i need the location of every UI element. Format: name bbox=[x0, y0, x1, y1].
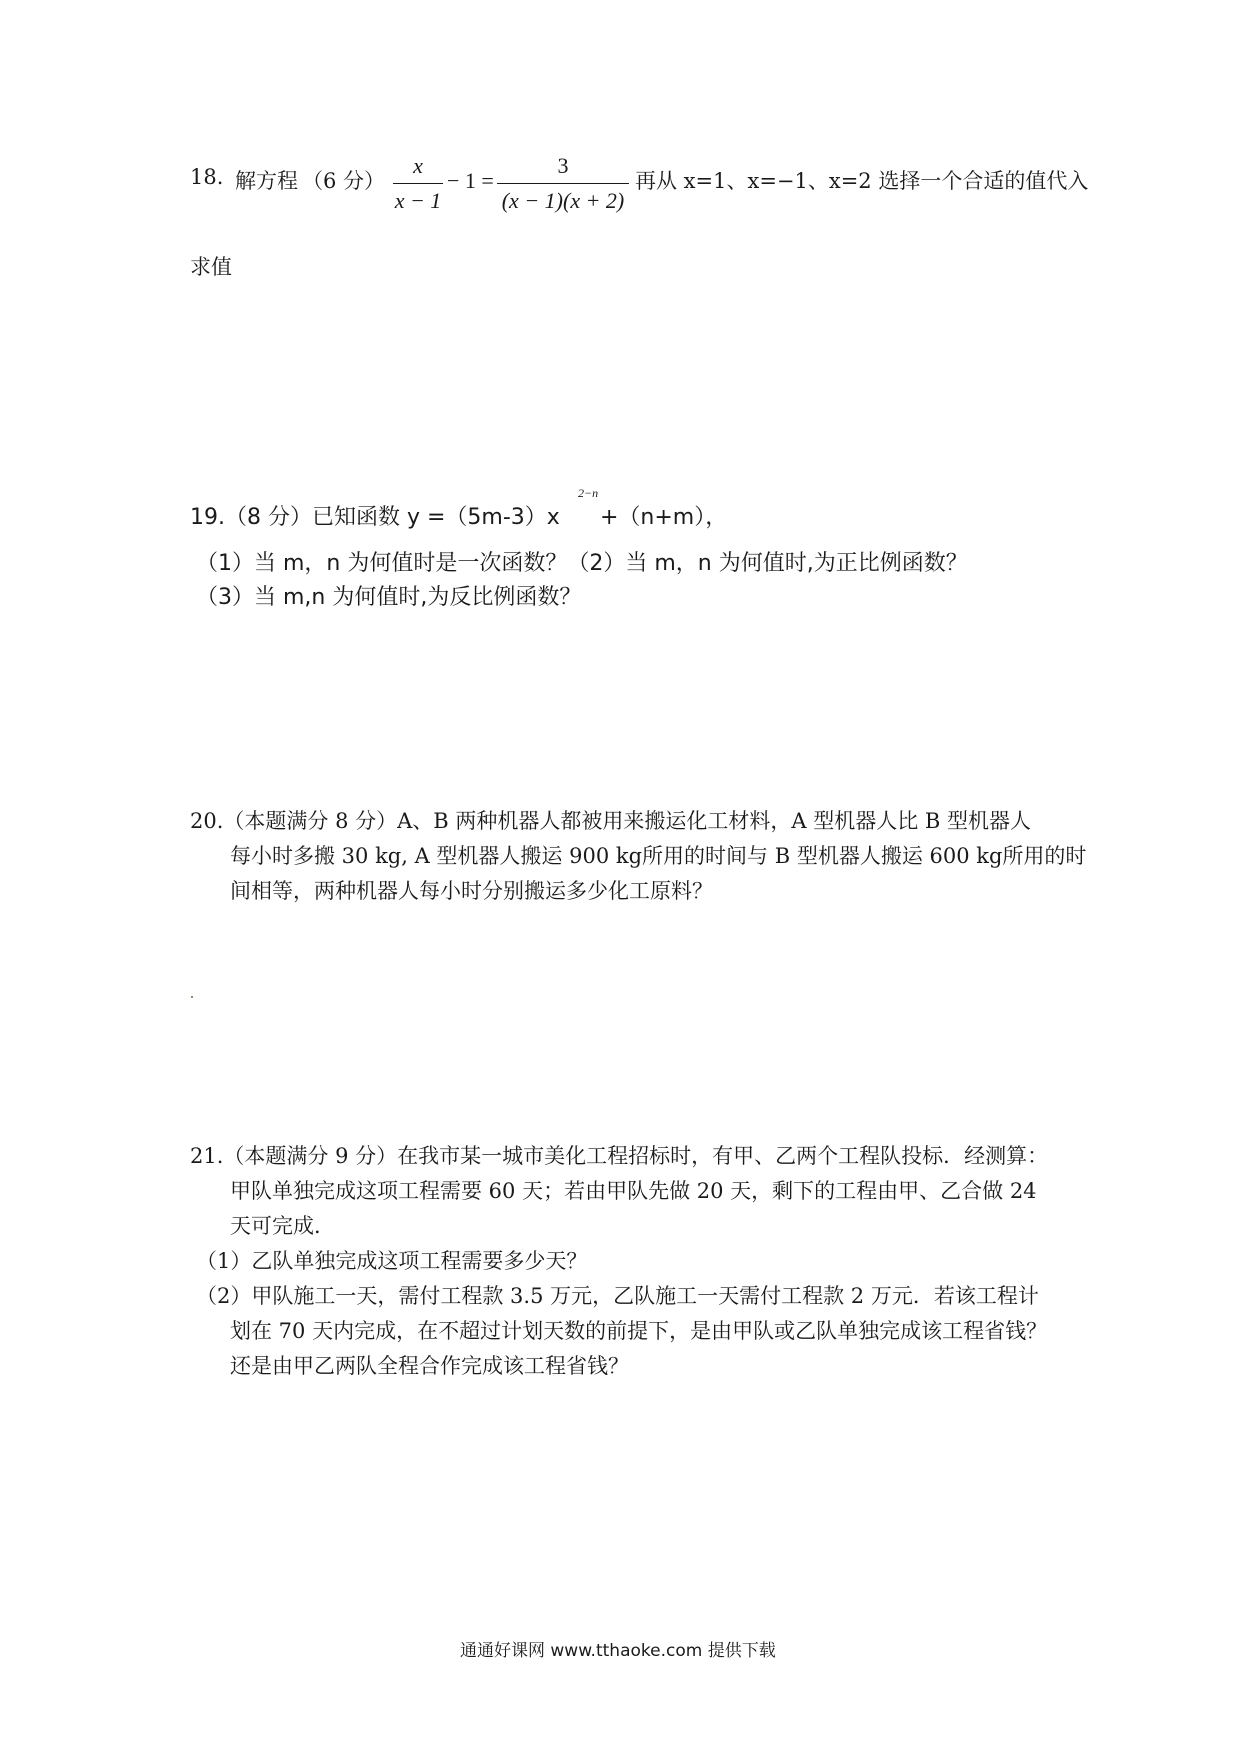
q18-score: （6 分） bbox=[302, 169, 386, 193]
q18-line2: 求值 bbox=[190, 255, 232, 279]
q18-fraction-left bbox=[393, 152, 443, 215]
scan-speck bbox=[191, 996, 193, 998]
q19-line2: （3）当 m,n 为何值时,为反比例函数？ bbox=[196, 585, 582, 610]
q18-frac2-numerator: 3 bbox=[557, 153, 569, 178]
q21-sub2-line2: 划在 70 天内完成，在不超过计划天数的前提下，是由甲队或乙队单独完成该工程省钱？ bbox=[230, 1319, 1048, 1343]
q20-line2: 每小时多搬 30 kg, A 型机器人搬运 900 kg所用的时间与 B 型机器人搬运 600 kg所用的时 bbox=[230, 844, 1087, 868]
q18-label: 解方程 bbox=[235, 169, 298, 193]
q18-number: 18. bbox=[190, 165, 224, 189]
q19-line1: （1）当 m，n 为何值时是一次函数？（2）当 m，n 为何值时,为正比例函数？ bbox=[196, 551, 968, 576]
q18-tail: 再从 x=1、x=−1、x=2 选择一个合适的值代入 bbox=[635, 169, 1089, 193]
q18-frac1-denominator: x − 1 bbox=[394, 188, 442, 213]
fraction-bar bbox=[497, 183, 629, 184]
q18-frac2-denominator: (x − 1)(x + 2) bbox=[501, 188, 625, 213]
q21-line3: 天可完成． bbox=[230, 1214, 335, 1238]
q21-sub1: （1）乙队单独完成这项工程需要多少天？ bbox=[196, 1249, 588, 1273]
q18-fraction-right bbox=[497, 152, 629, 215]
q19-exponent: 2−n bbox=[578, 486, 599, 500]
q20-line3: 间相等，两种机器人每小时分别搬运多少化工原料？ bbox=[230, 879, 713, 903]
fraction-bar bbox=[393, 183, 443, 184]
page-footer: 通通好课网 www.tthaoke.com 提供下载 bbox=[460, 1641, 776, 1661]
q21-sub2-line1: （2）甲队施工一天，需付工程款 3.5 万元，乙队施工一天需付工程款 2 万元．若该工程计 bbox=[196, 1284, 1039, 1308]
q20-line1: 20.（本题满分 8 分）A、B 两种机器人都被用来搬运化工材料，A 型机器人比 B 型机器人 bbox=[190, 809, 1032, 833]
q21-line2: 甲队单独完成这项工程需要 60 天；若由甲队先做 20 天，剩下的工程由甲、乙合做 24 bbox=[230, 1179, 1037, 1203]
q21-sub2-line3: 还是由甲乙两队全程合作完成该工程省钱？ bbox=[230, 1354, 629, 1378]
q19-head-after: +（n+m）， bbox=[600, 505, 728, 530]
q18-frac1-numerator: x bbox=[413, 153, 423, 178]
q18-minus-one: − 1 = bbox=[447, 168, 494, 193]
q21-line1: 21.（本题满分 9 分）在我市某一城市美化工程招标时，有甲、乙两个工程队投标．经测算： bbox=[190, 1144, 1049, 1168]
q19-head: 19.（8 分）已知函数 y =（5m-3）x bbox=[190, 505, 560, 530]
